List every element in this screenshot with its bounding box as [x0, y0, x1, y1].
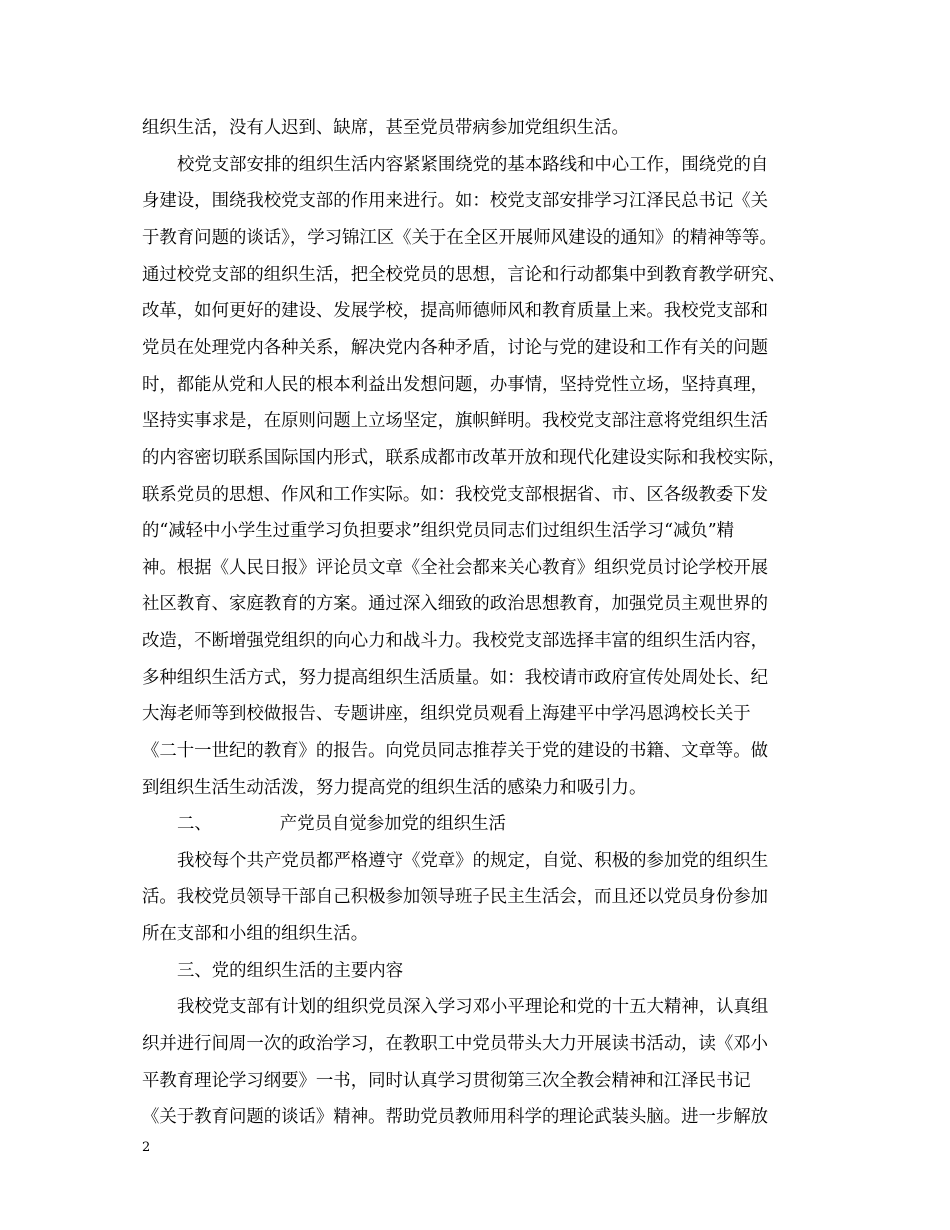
paragraph-line: 多种组织生活方式，努力提高组织生活质量。如：我校请市政府宣传处周处长、纪: [142, 668, 769, 688]
section-heading-number: 二、: [177, 814, 212, 834]
section-heading-2: [177, 814, 832, 834]
paragraph-line: 平教育理论学习纲要》一书，同时认真学习贯彻第三次全教会精神和江泽民书记: [142, 1071, 751, 1091]
page-number: 2: [142, 1140, 151, 1155]
paragraph-line: 大海老师等到校做报告、专题讲座，组织党员观看上海建平中学冯恩鸿校长关于: [142, 704, 751, 724]
paragraph-line: 《关于教育问题的谈话》精神。帮助党员教师用科学的理论武装头脑。进一步解放: [142, 1107, 769, 1127]
paragraph-line: 联系党员的思想、作风和工作实际。如：我校党支部根据省、市、区各级教委下发: [142, 485, 769, 505]
paragraph-line: 身建设，围绕我校党支部的作用来进行。如：校党支部安排学习江泽民总书记《关: [142, 191, 769, 211]
paragraph-line: 到组织生活生动活泼，努力提高党的组织生活的感染力和吸引力。: [142, 778, 647, 798]
paragraph-line: 所在支部和小组的组织生活。: [142, 924, 369, 944]
paragraph-line: 组织生活，没有人迟到、缺席，甚至党员带病参加党组织生活。: [142, 118, 629, 138]
paragraph-line: 校党支部安排的组织生活内容紧紧围绕党的基本路线和中心工作，围绕党的自: [177, 155, 769, 175]
paragraph-line: 的“减轻中小学生过重学习负担要求”组织党员同志们过组织生活学习“减负”精: [142, 521, 735, 541]
paragraph-line: 时，都能从党和人民的根本利益出发想问题，办事情，坚持党性立场，坚持真理，: [142, 375, 769, 395]
section-heading-text: 产党员自觉参加党的组织生活: [279, 814, 506, 834]
paragraph-line: 我校每个共产党员都严格遵守《党章》的规定，自觉、积极的参加党的组织生: [177, 851, 769, 871]
paragraph-line: 改造，不断增强党组织的向心力和战斗力。我校党支部选择丰富的组织生活内容，: [142, 631, 769, 651]
paragraph-line: 社区教育、家庭教育的方案。通过深入细致的政治思想教育，加强党员主观世界的: [142, 594, 769, 614]
section-heading-3: 三、党的组织生活的主要内容: [177, 961, 404, 981]
paragraph-line: 坚持实事求是，在原则问题上立场坚定，旗帜鲜明。我校党支部注意将党组织生活: [142, 411, 769, 431]
paragraph-line: 的内容密切联系国际国内形式，联系成都市改革开放和现代化建设实际和我校实际，: [142, 448, 786, 468]
paragraph-line: 我校党支部有计划的组织党员深入学习邓小平理论和党的十五大精神，认真组: [177, 997, 769, 1017]
paragraph-line: 《二十一世纪的教育》的报告。向党员同志推荐关于党的建设的书籍、文章等。做: [142, 741, 769, 761]
paragraph-line: 通过校党支部的组织生活，把全校党员的思想，言论和行动都集中到教育教学研究、: [142, 265, 786, 285]
paragraph-line: 党员在处理党内各种关系，解决党内各种矛盾，讨论与党的建设和工作有关的问题: [142, 338, 769, 358]
paragraph-line: 织并进行间周一次的政治学习，在教职工中党员带头大力开展读书活动，读《邓小: [142, 1034, 769, 1054]
paragraph-line: 活。我校党员领导干部自己积极参加领导班子民主生活会，而且还以党员身份参加: [142, 887, 769, 907]
paragraph-line: 改革，如何更好的建设、发展学校，提高师德师风和教育质量上来。我校党支部和: [142, 301, 769, 321]
paragraph-line: 于教育问题的谈话》，学习锦江区《关于在全区开展师风建设的通知》的精神等等。: [142, 228, 777, 248]
paragraph-line: 神。根据《人民日报》评论员文章《全社会都来关心教育》组织党员讨论学校开展: [142, 558, 769, 578]
